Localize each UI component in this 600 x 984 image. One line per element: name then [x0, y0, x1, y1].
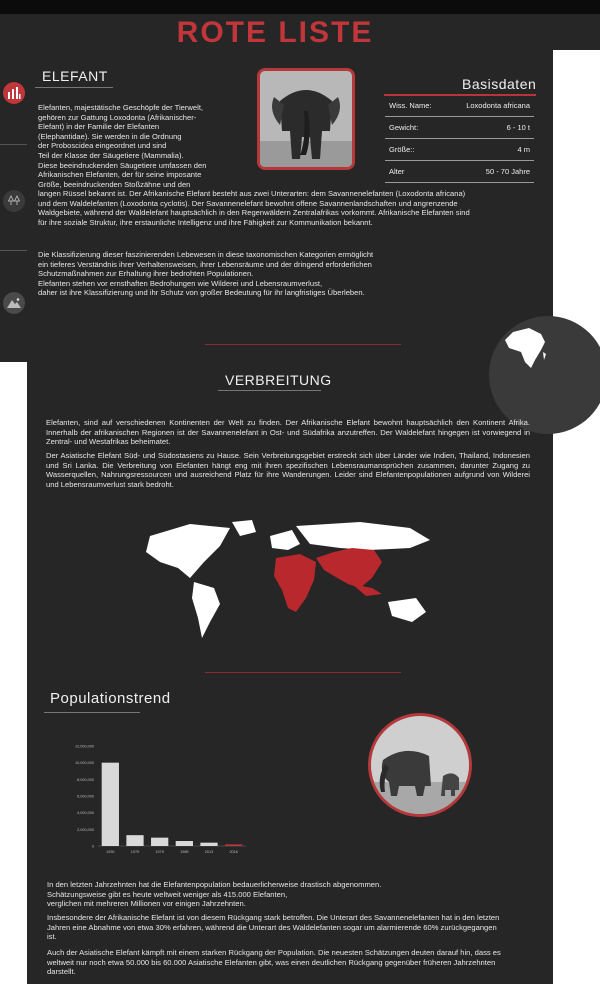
elefant-title: ELEFANT — [42, 68, 108, 84]
text-line: Teil der Klasse der Säugetiere (Mammalia). — [38, 150, 184, 160]
table-row — [385, 161, 534, 183]
text-line: gehören zur Gattung Loxodonta (Afrikanischer- — [38, 112, 197, 122]
table-row — [385, 117, 534, 139]
y-tick-label: 4,000,000 — [77, 811, 94, 816]
top-bar — [0, 0, 600, 14]
sidebar-divider — [0, 144, 27, 145]
y-tick-label: 2,000,000 — [77, 827, 94, 832]
sidebar-item-population[interactable] — [3, 82, 25, 104]
elephant-image — [260, 71, 352, 167]
row-label: Gewicht: — [385, 117, 447, 139]
y-tick-label: 8,000,000 — [77, 777, 94, 782]
elephant-calf-photo — [368, 713, 472, 817]
tree-icon — [8, 195, 20, 207]
verbreitung-paragraph-1: Elefanten, sind auf verschiedenen Kontinenten der Welt zu finden. Der Afrikanische Elefant bewohnt hauptsächlich den Kontinent Afrika. Innerhalb der afrikanischen Regionen ist der Savannenelefant in Ost- und Südafrika anzutreffen. Der Waldelefant hingegen ist vorwiegend in Zentral- und Westafrikas beheimatet. — [46, 418, 530, 447]
y-tick-label: 12,000,000 — [74, 744, 94, 749]
elefant-paragraph-2 — [38, 250, 478, 298]
text-line: Diese beeindruckenden Säugetiere umfassen den — [38, 160, 207, 170]
row-value: 50 - 70 Jahre — [447, 161, 534, 183]
australia — [388, 598, 426, 622]
bar-1989 — [176, 841, 193, 846]
population-paragraph-1 — [47, 880, 517, 909]
text-line: Elefant) in der Familie der Elefanten — [38, 122, 160, 132]
row-value: 4 m — [447, 139, 534, 161]
x-tick-label: 1970 — [130, 850, 140, 854]
text-line: Elefanten stehen vor ernsthaften Bedrohungen wie Wilderei und Lebensraumverlust, — [38, 278, 323, 288]
y-tick-label: 10,000,000 — [74, 761, 94, 766]
verbreitung-paragraph-2: Der Asiatische Elefant Süd- und Südostasiens zu Hause. Sein Verbreitungsgebiet erstreckt sich über Länder wie Indien, Thailand, Indonesien und Sri Lanka. Die Verbreitung von Elefanten hängt eng mit ihren spezifischen Lebensraumansprüchen zusammen, darunter Zugang zu Wasserquellen, Nahrungsressourcen und ausreichend Platz für ihre Wanderungen. Leider sind Elefantenpopulationen aufgrund von Wilderei und Lebensraumverlust stark bedroht. — [46, 451, 530, 489]
greenland — [232, 520, 256, 536]
row-value: 6 - 10 t — [447, 117, 534, 139]
south-america — [192, 582, 220, 638]
sidebar-item-landscape[interactable] — [3, 292, 25, 314]
elephant-calf-image — [371, 716, 469, 814]
text-line: Elefanten, majestätische Geschöpfe der Tierwelt, — [38, 103, 204, 112]
bar-2016 — [225, 844, 242, 846]
text-line: ein tieferes Verständnis ihrer Verhaltensweisen, ihrer Lebensräume und der dringend erforderlichen — [38, 259, 372, 269]
north-america — [146, 524, 230, 578]
population-title: Populationstrend — [50, 690, 171, 707]
row-value: Loxodonta africana — [447, 95, 534, 117]
mountain-icon — [7, 297, 21, 309]
row-label: Alter — [385, 161, 447, 183]
elefant-paragraph-1: langen Rüssel bekannt ist. Der Afrikanische Elefant besteht aus zwei Unterarten: dem Savannenelefanten (Loxodonta africana) und dem Waldelefanten (Loxodonta cyclotis). Der Savannenelefant bewohnt offene Savannenlandschaften und angrenzende Waldgebiete, während der Waldelefant hauptsächlich in den Regenwäldern Zentralafrikas vorkommt. Afrikanische Elefanten sind für ihre soziale Struktur, ihre erstaunliche Intelligenz und ihre Fähigkeit zur Kommunikation bekannt. — [38, 189, 470, 227]
bar-1930 — [102, 763, 119, 846]
table-row — [385, 95, 534, 117]
africa-range — [274, 554, 316, 612]
text-line: In den letzten Jahrzehnten hat die Elefantenpopulation bedauerlicherweise drastisch abgenommen. — [47, 880, 382, 889]
section-divider — [205, 672, 401, 673]
text-line: (Elephantidae). Sie werden in die Ordnung — [38, 131, 182, 141]
north-asia — [296, 522, 430, 550]
population-title-underline — [44, 712, 140, 713]
text-line: daher ist ihre Klassifizierung und ihr Schutz von großer Bedeutung für ihr langfristiges Überleben. — [38, 288, 365, 298]
verbreitung-title: VERBREITUNG — [225, 372, 332, 388]
y-tick-label: 0 — [91, 844, 94, 849]
table-row — [385, 139, 534, 161]
y-tick-label: 6,000,000 — [77, 794, 94, 799]
africa-icon — [489, 316, 600, 434]
text-line: Die Klassifizierung dieser faszinierenden Lebewesen in diese taxonomischen Kategorien ermöglicht — [38, 250, 374, 259]
basisdaten-title: Basisdaten — [462, 76, 537, 92]
section-divider — [205, 344, 401, 345]
text-line: Afrikanischen Elefanten, der für seine imposante — [38, 170, 202, 180]
text-line: verglichen mit mehreren Millionen vor einigen Jahrzehnten. — [47, 899, 246, 909]
row-label: Größe:: — [385, 139, 447, 161]
population-paragraph-3: Auch der Asiatische Elefant kämpft mit einem starken Rückgang der Population. Die neuesten Schätzungen deuten darauf hin, dass es weltweit nur noch etwa 50.000 bis 60.000 Asiatische Elefanten gibt, was einen deutlichen Rückgang gegenüber früheren Jahrzehnten darstellt. — [47, 948, 501, 977]
europe — [270, 530, 300, 550]
text-line: Schutzmaßnahmen zur Erhaltung ihrer bedrohten Populationen. — [38, 269, 254, 279]
elefant-title-underline — [35, 87, 113, 88]
row-label: Wiss. Name: — [385, 95, 447, 117]
bar-1970 — [126, 835, 143, 846]
text-line: Größe, beeindruckenden Stoßzähne und den — [38, 179, 191, 189]
sidebar — [0, 50, 27, 362]
text-line: Schätzungsweise gibt es heute weltweit weniger als 415.000 Elefanten, — [47, 889, 288, 899]
world-map — [120, 518, 456, 646]
x-tick-label: 1989 — [180, 850, 189, 854]
elefant-intro — [38, 103, 263, 189]
x-tick-label: 2013 — [204, 850, 214, 854]
sidebar-item-habitat[interactable] — [3, 190, 25, 212]
basisdaten-table — [385, 95, 534, 183]
page-title: ROTE LISTE — [176, 16, 374, 49]
x-tick-label: 1979 — [155, 850, 164, 854]
indonesia-range — [352, 584, 382, 596]
bar-chart-icon — [7, 87, 21, 99]
verbreitung-title-underline — [218, 390, 321, 391]
asia-range — [316, 548, 382, 588]
bar-1979 — [151, 838, 168, 846]
header — [0, 14, 600, 50]
bar-2013 — [200, 843, 217, 846]
africa-globe[interactable] — [489, 316, 600, 434]
text-line: der Proboscidea eingeordnet und sind — [38, 141, 167, 151]
x-tick-label: 2016 — [229, 850, 238, 854]
elephant-photo — [257, 68, 355, 170]
x-tick-label: 1930 — [106, 850, 115, 854]
sidebar-divider — [0, 250, 27, 251]
population-chart — [60, 742, 250, 860]
population-paragraph-2: Insbesondere der Afrikanische Elefant ist von diesem Rückgang stark betroffen. Die Unterart des Savannenelefanten hat in den letzten Jahren eine Abnahme von etwa 30% erfahren, während die Unterart des Waldelefanten sogar um alarmierende 60% zurückgegangen ist. — [47, 913, 500, 942]
